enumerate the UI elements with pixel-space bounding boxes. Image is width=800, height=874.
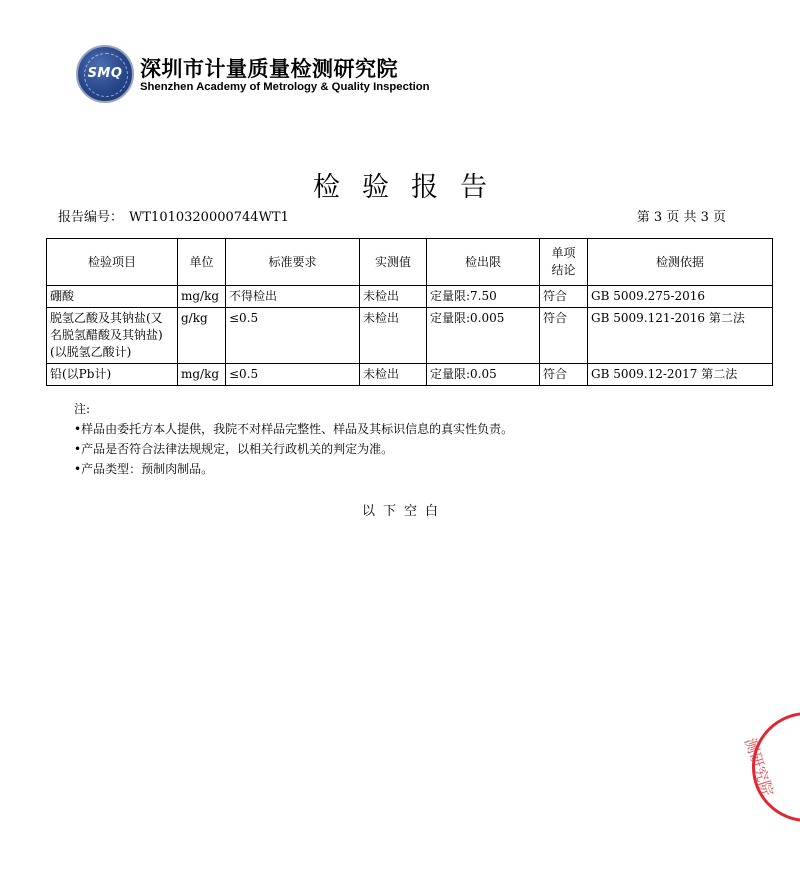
page-info: 第 3 页 共 3 页	[636, 210, 726, 225]
org-logo-header	[76, 45, 436, 105]
cell-detection-limit: 定量限:7.50	[427, 286, 540, 308]
cell-method: GB 5009.12-2017 第二法	[588, 364, 773, 386]
cell-unit: mg/kg	[178, 364, 226, 386]
cell-item: 铅(以Pb计)	[47, 364, 178, 386]
header-requirement: 标准要求	[226, 239, 360, 286]
end-of-report-text: 以下空白	[361, 504, 446, 519]
cell-conclusion: 符合	[540, 286, 588, 308]
logo-text: SMQ	[87, 66, 123, 81]
table-row	[47, 286, 773, 308]
cell-item: 脱氢乙酸及其钠盐(又名脱氢醋酸及其钠盐)(以脱氢乙酸计)	[47, 308, 178, 364]
header-conclusion: 单项 结论	[540, 239, 588, 286]
results-table	[46, 238, 773, 386]
report-title: 检验报告	[313, 172, 509, 203]
report-number-label: 报告编号：	[58, 210, 124, 225]
report-number-value: WT1010320000744WT1	[129, 210, 289, 225]
cell-detection-limit: 定量限:0.05	[427, 364, 540, 386]
header-measured: 实测值	[360, 239, 427, 286]
smq-logo-icon	[76, 45, 134, 103]
cell-measured: 未检出	[360, 308, 427, 364]
cell-item: 硼酸	[47, 286, 178, 308]
header-detection-limit: 检出限	[427, 239, 540, 286]
cell-measured: 未检出	[360, 364, 427, 386]
cell-unit: mg/kg	[178, 286, 226, 308]
org-name-cn: 深圳市计量质量检测研究院	[140, 57, 398, 81]
seal-text: 测研究院	[740, 735, 777, 799]
notes-section	[74, 399, 513, 479]
cell-conclusion: 符合	[540, 364, 588, 386]
header-item: 检验项目	[47, 239, 178, 286]
cell-conclusion: 符合	[540, 308, 588, 364]
cell-requirement: 不得检出	[226, 286, 360, 308]
table-row	[47, 364, 773, 386]
notes-label: 注:	[74, 402, 91, 416]
cell-requirement: ≤0.5	[226, 364, 360, 386]
cell-detection-limit: 定量限:0.005	[427, 308, 540, 364]
cell-requirement: ≤0.5	[226, 308, 360, 364]
note-item: •样品由委托方本人提供，我院不对样品完整性、样品及其标识信息的真实性负责。	[74, 422, 514, 436]
cell-method: GB 5009.275-2016	[588, 286, 773, 308]
cell-measured: 未检出	[360, 286, 427, 308]
org-name-en: Shenzhen Academy of Metrology & Quality Inspection	[140, 81, 430, 93]
note-item: •产品类型：预制肉制品。	[74, 462, 214, 476]
table-row	[47, 308, 773, 364]
cell-unit: g/kg	[178, 308, 226, 364]
header-unit: 单位	[178, 239, 226, 286]
table-header-row	[47, 239, 773, 286]
report-number	[58, 206, 289, 225]
header-method: 检测依据	[588, 239, 773, 286]
cell-method: GB 5009.121-2016 第二法	[588, 308, 773, 364]
note-item: •产品是否符合法律法规规定，以相关行政机关的判定为准。	[74, 442, 394, 456]
